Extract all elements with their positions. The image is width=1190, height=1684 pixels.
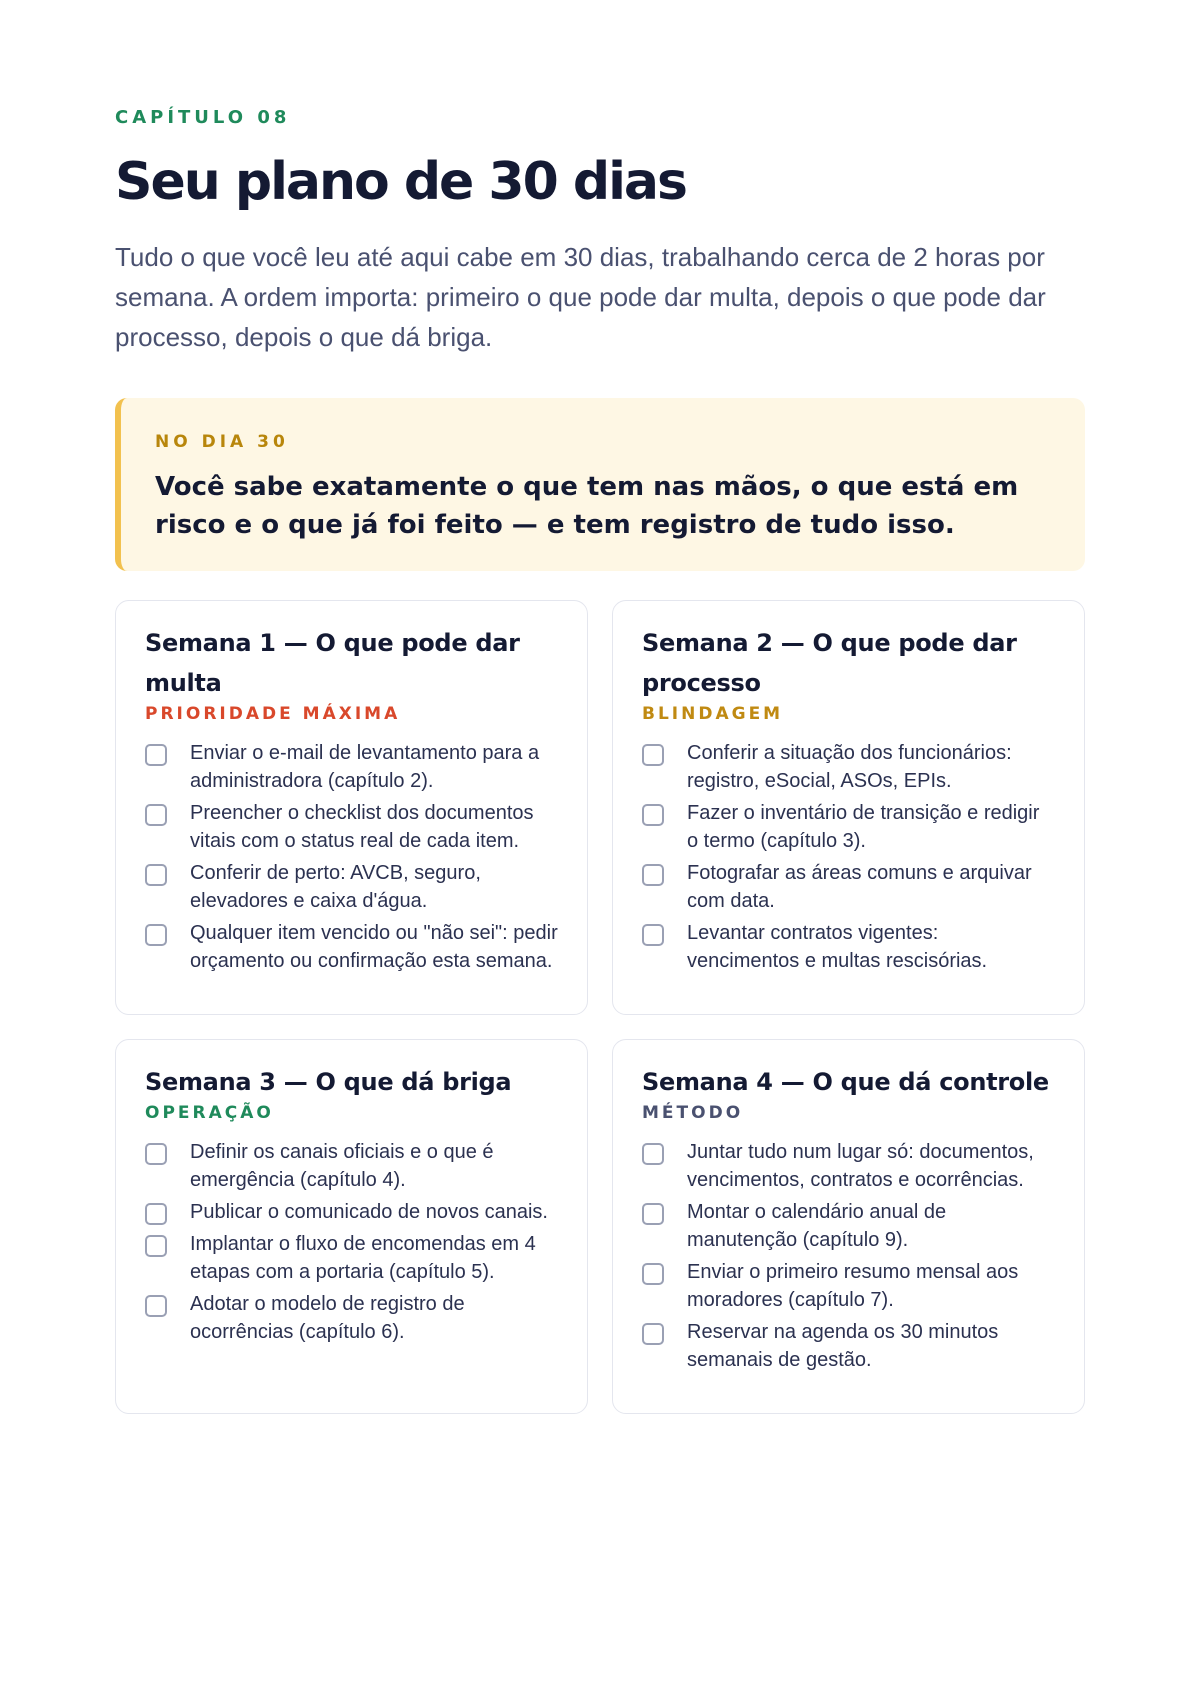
checkbox[interactable]: [642, 1143, 664, 1165]
checklist-item: [145, 799, 559, 855]
checklist-item: [642, 859, 1056, 915]
checklist-item-text: Juntar tudo num lugar só: documentos, vencimentos, contratos e ocorrências.: [687, 1141, 1034, 1191]
checklist-item-text: Implantar o fluxo de encomendas em 4 etapas com a portaria (capítulo 5).: [190, 1233, 536, 1283]
checkbox[interactable]: [145, 804, 167, 826]
week-1-card: [115, 600, 588, 1015]
week-title: Semana 2 — O que pode dar processo: [642, 629, 1017, 697]
checkbox[interactable]: [642, 1323, 664, 1345]
checkbox[interactable]: [145, 864, 167, 886]
intro-paragraph: Tudo o que você leu até aqui cabe em 30 dias, trabalhando cerca de 2 horas por semana. A ordem importa: primeiro o que pode dar multa, depois o que pode dar processo, depois o que dá briga.: [115, 242, 1046, 352]
checkbox[interactable]: [642, 864, 664, 886]
checkbox[interactable]: [145, 1143, 167, 1165]
checklist-item-text: Fotografar as áreas comuns e arquivar com data.: [687, 862, 1032, 912]
checkbox[interactable]: [145, 744, 167, 766]
checkbox[interactable]: [642, 924, 664, 946]
week-tag: PRIORIDADE MÁXIMA: [145, 704, 401, 724]
week-tag: OPERAÇÃO: [145, 1103, 274, 1123]
checklist-item: [642, 1198, 1056, 1254]
checklist-item-text: Fazer o inventário de transição e redigir o termo (capítulo 3).: [687, 802, 1040, 852]
week-checklist: [145, 739, 559, 975]
checklist-item: [145, 739, 559, 795]
checklist-item-text: Adotar o modelo de registro de ocorrências (capítulo 6).: [190, 1293, 465, 1343]
day-30-callout: [115, 398, 1085, 571]
checkbox[interactable]: [642, 1263, 664, 1285]
checklist-item-text: Levantar contratos vigentes: vencimentos e multas rescisórias.: [687, 922, 988, 972]
checklist-item: [642, 1138, 1056, 1194]
checklist-item: [642, 739, 1056, 795]
chapter-label: CAPÍTULO 08: [115, 107, 291, 128]
checklist-item-text: Enviar o e-mail de levantamento para a administradora (capítulo 2).: [190, 742, 540, 792]
checklist-item-text: Reservar na agenda os 30 minutos semanais de gestão.: [687, 1321, 999, 1371]
week-title: Semana 1 — O que pode dar multa: [145, 629, 520, 697]
checklist-item-text: Definir os canais oficiais e o que é emergência (capítulo 4).: [190, 1141, 494, 1191]
checkbox[interactable]: [145, 924, 167, 946]
checklist-item-text: Enviar o primeiro resumo mensal aos moradores (capítulo 7).: [687, 1261, 1019, 1311]
checkbox[interactable]: [642, 804, 664, 826]
checkbox[interactable]: [145, 1235, 167, 1257]
checklist-item: [145, 1230, 559, 1286]
week-4-card: [612, 1039, 1085, 1414]
week-checklist: [642, 739, 1056, 975]
checklist-item-text: Conferir de perto: AVCB, seguro, elevadores e caixa d'água.: [190, 862, 481, 912]
callout-text: Você sabe exatamente o que tem nas mãos, o que está em risco e o que já foi feito — e tem registro de tudo isso.: [155, 472, 1019, 540]
checklist-item: [145, 1290, 559, 1346]
checklist-item-text: Qualquer item vencido ou "não sei": pedir orçamento ou confirmação esta semana.: [190, 922, 558, 972]
checklist-item: [642, 1318, 1056, 1374]
checklist-item-text: Conferir a situação dos funcionários: registro, eSocial, ASOs, EPIs.: [687, 742, 1012, 792]
week-tag: MÉTODO: [642, 1103, 744, 1123]
checklist-item: [642, 799, 1056, 855]
checklist-item: [145, 1198, 559, 1226]
checklist-item: [145, 859, 559, 915]
week-checklist: [642, 1138, 1056, 1374]
week-2-card: [612, 600, 1085, 1015]
checkbox[interactable]: [145, 1203, 167, 1225]
checklist-item: [145, 919, 559, 975]
week-3-card: [115, 1039, 588, 1414]
checkbox[interactable]: [145, 1295, 167, 1317]
checkbox[interactable]: [642, 744, 664, 766]
checklist-item: [642, 919, 1056, 975]
checkbox[interactable]: [642, 1203, 664, 1225]
checklist-item-text: Publicar o comunicado de novos canais.: [190, 1201, 548, 1223]
checklist-item: [145, 1138, 559, 1194]
checklist-item-text: Montar o calendário anual de manutenção (capítulo 9).: [687, 1201, 947, 1251]
week-title: Semana 3 — O que dá briga: [145, 1068, 512, 1096]
week-title: Semana 4 — O que dá controle: [642, 1068, 1049, 1096]
page-title: Seu plano de 30 dias: [115, 152, 686, 212]
checklist-item-text: Preencher o checklist dos documentos vitais com o status real de cada item.: [190, 802, 534, 852]
week-tag: BLINDAGEM: [642, 704, 784, 724]
week-checklist: [145, 1138, 559, 1346]
checklist-item: [642, 1258, 1056, 1314]
callout-label: NO DIA 30: [155, 432, 289, 452]
